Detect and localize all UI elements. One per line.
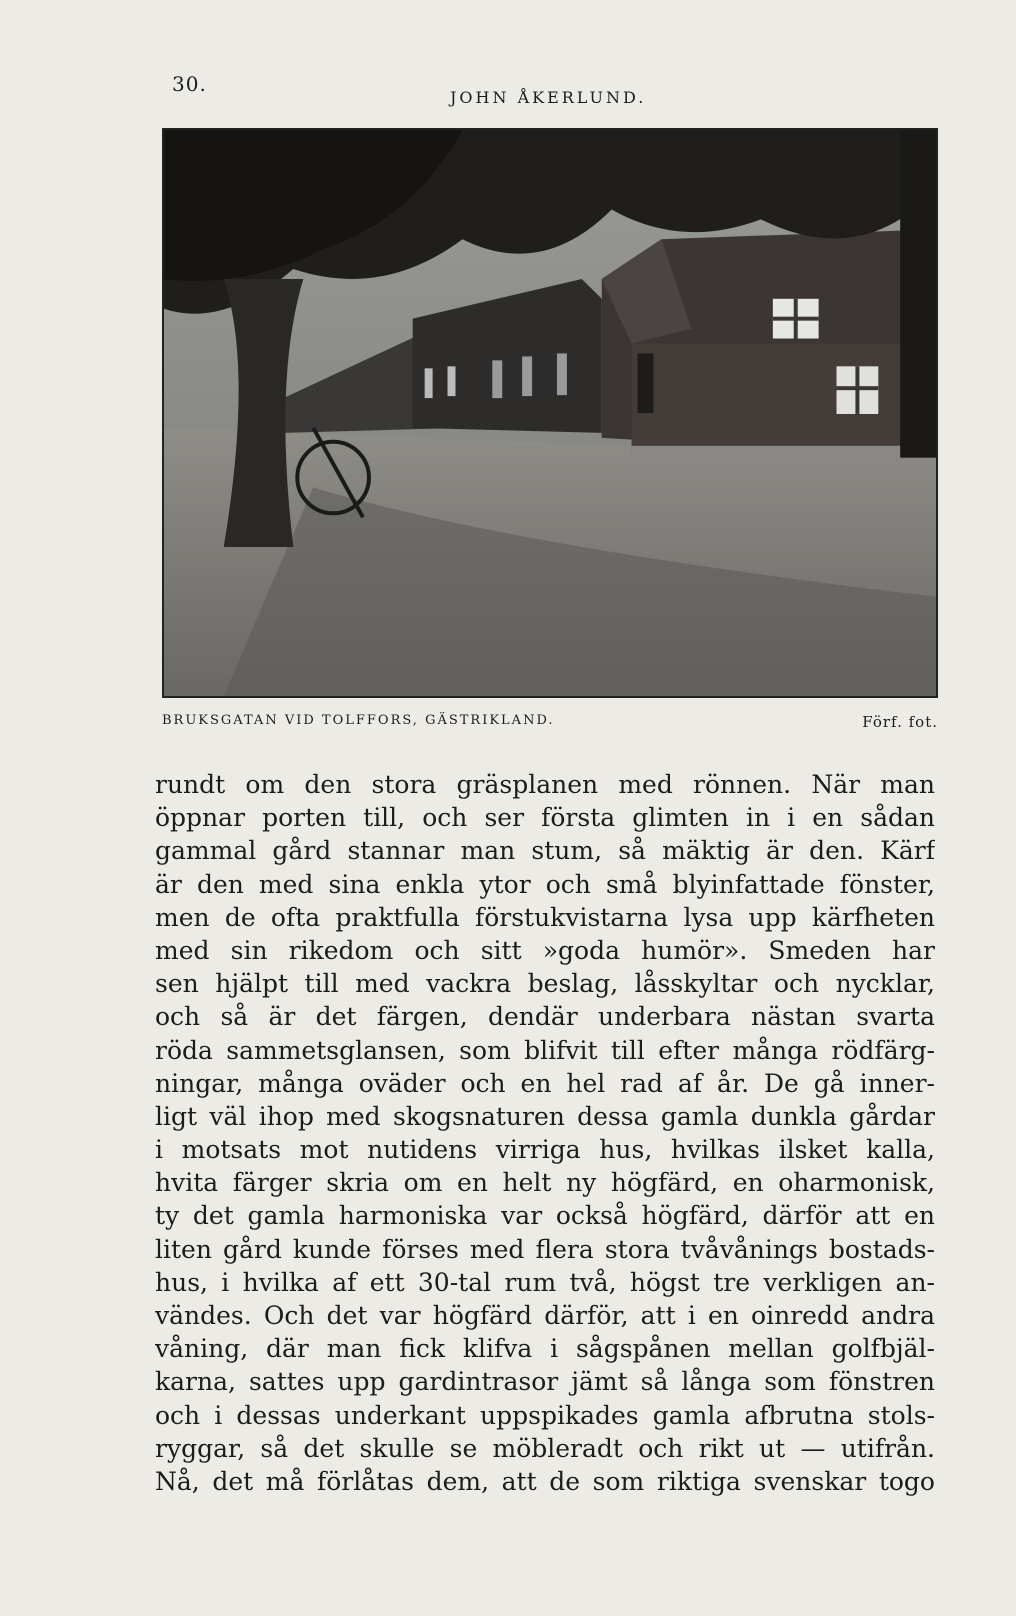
text-line: och i dessas underkant uppspikades gamla afbrutna stols- (155, 1400, 935, 1430)
text-line: och så är det färgen, dendär underbara nästan svarta (155, 1002, 935, 1032)
text-line: är den med sina enkla ytor och små blyinfattade fönster, (155, 869, 935, 899)
figure-caption (162, 713, 938, 731)
text-line: hvita färger skria om en helt ny högfärd, en oharmonisk, (155, 1168, 935, 1198)
text-line: gammal gård stannar man stum, så mäktig är den. Kärf (155, 836, 935, 866)
text-line: sen hjälpt till med vackra beslag, låsskyltar och nycklar, (155, 969, 935, 999)
text-line: med sin rikedom och sitt »goda humör». Smeden har (155, 935, 935, 965)
text-line: liten gård kunde förses med flera stora tvåvånings bostads- (155, 1234, 935, 1264)
text-line: ligt väl ihop med skogsnaturen dessa gamla dunkla gårdar (155, 1101, 935, 1131)
body-text (155, 768, 935, 1498)
page-number: 30. (172, 72, 207, 96)
text-line: rundt om den stora gräsplanen med rönnen. När man (155, 770, 935, 799)
text-line: ty det gamla harmoniska var också högfärd, därför att en (155, 1201, 935, 1231)
caption-text: BRUKSGATAN VID TOLFFORS, GÄSTRIKLAND. (162, 713, 555, 728)
text-line: röda sammetsglansen, som blifvit till efter många rödfärg- (155, 1035, 935, 1065)
text-line: hus, i hvilka af ett 30-tal rum två, högst tre verkligen an- (155, 1267, 935, 1297)
street-photograph (162, 128, 938, 698)
text-line: vändes. Och det var högfärd därför, att i en oinredd andra (155, 1301, 935, 1330)
photo-credit: Förf. fot. (862, 713, 938, 731)
text-line: men de ofta praktfulla förstukvistarna lysa upp kärfheten (155, 902, 935, 932)
text-line: våning, där man fick klifva i sågspånen mellan golfbjäl- (155, 1334, 935, 1364)
photo-illustration (164, 130, 936, 696)
text-line: öppnar porten till, och ser första glimten in i en sådan (155, 803, 935, 833)
text-line: ryggar, så det skulle se möbleradt och rikt ut — utifrån. (155, 1433, 935, 1463)
text-line: i motsats mot nutidens virriga hus, hvilkas ilsket kalla, (155, 1135, 935, 1165)
text-line: karna, sattes upp gardintrasor jämt så långa som fönstren (155, 1367, 935, 1397)
text-line: Nå, det må förlåtas dem, att de som riktiga svenskar togo (155, 1466, 935, 1496)
running-head: JOHN ÅKERLUND. (450, 88, 647, 107)
text-line: ningar, många oväder och en hel rad af år. De gå inner- (155, 1068, 935, 1098)
